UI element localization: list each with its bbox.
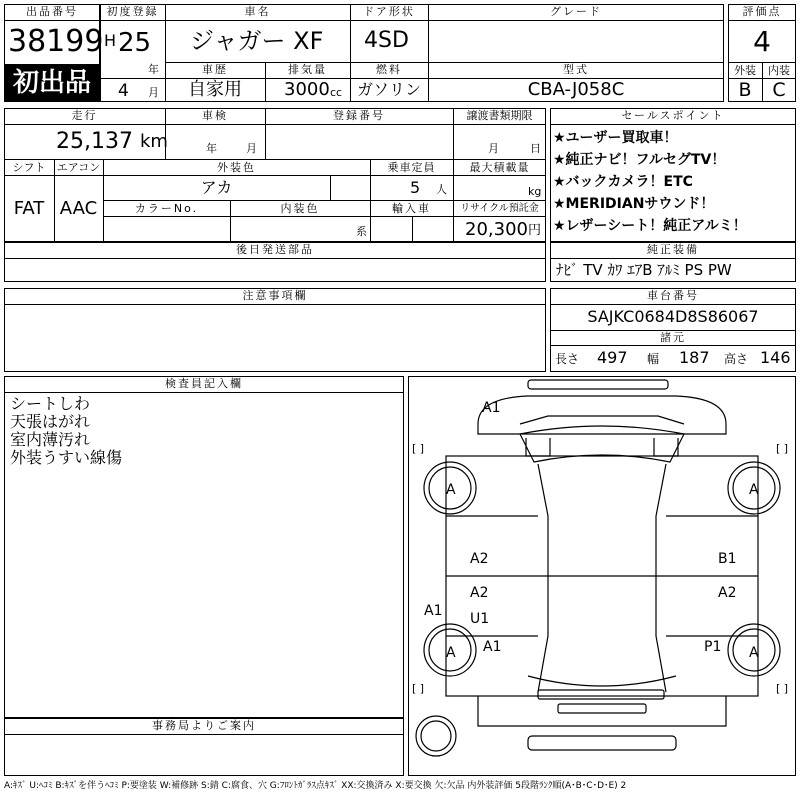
inspector-note: 天張はがれ bbox=[10, 412, 91, 431]
km-unit: km bbox=[140, 131, 168, 152]
sales-point: ★MERIDIANサウンド！ bbox=[553, 196, 715, 212]
dims-label: 諸元 bbox=[660, 331, 686, 344]
damage-mark: A bbox=[749, 482, 759, 498]
score: 4 bbox=[753, 25, 771, 58]
mileage-label: 走行 bbox=[71, 109, 98, 122]
max-load-label: 最大積載量 bbox=[469, 161, 530, 174]
reg-year: 25 bbox=[118, 28, 152, 58]
inspector-note: シートしわ bbox=[10, 394, 91, 413]
car-name: ジャガー XF bbox=[190, 27, 324, 55]
svg-text:[ ]: [ ] bbox=[412, 682, 425, 695]
displacement: 3000 bbox=[284, 79, 330, 100]
capacity-label: 乗車定員 bbox=[387, 161, 436, 174]
ac: AAC bbox=[59, 198, 98, 219]
first-listing-badge: 初出品 bbox=[4, 64, 100, 102]
int-grade: C bbox=[772, 79, 786, 101]
history-label: 車歴 bbox=[202, 63, 228, 76]
mileage: 25,137 bbox=[56, 129, 133, 154]
fuel-label: 燃料 bbox=[376, 63, 402, 76]
recycle-fee: 20,300 bbox=[465, 219, 528, 240]
sales-points-label: セールスポイント bbox=[621, 109, 725, 122]
svg-text:[ ]: [ ] bbox=[776, 682, 789, 695]
transfer-month-unit: 月 bbox=[488, 142, 499, 155]
damage-mark: A bbox=[446, 482, 456, 498]
damage-mark: A1 bbox=[424, 603, 443, 619]
month-unit: 月 bbox=[148, 86, 159, 99]
model-label: 型式 bbox=[563, 63, 589, 76]
inspection-label: 車検 bbox=[202, 109, 228, 122]
reg-month: 4 bbox=[118, 81, 129, 101]
lot-number: 38199 bbox=[8, 24, 104, 59]
notes-label: 注意事項欄 bbox=[242, 289, 308, 302]
capacity-unit: 人 bbox=[436, 183, 447, 196]
sales-point: ★純正ナビ！フルセグTV！ bbox=[553, 152, 726, 168]
ext-grade: B bbox=[738, 79, 752, 101]
era: H bbox=[104, 31, 117, 50]
model-code: CBA-J058C bbox=[527, 79, 625, 100]
int-color-label: 内装色 bbox=[280, 202, 320, 215]
height-label: 高さ bbox=[724, 352, 749, 366]
damage-mark: A bbox=[446, 645, 456, 661]
width: 187 bbox=[679, 348, 710, 367]
grade-label: グレード bbox=[550, 5, 602, 18]
history: 自家用 bbox=[188, 79, 242, 100]
year-unit: 年 bbox=[148, 63, 159, 76]
fuel: ガソリン bbox=[356, 80, 421, 99]
damage-mark: A2 bbox=[470, 585, 489, 601]
damage-mark: A1 bbox=[483, 639, 502, 655]
inspector-label: 検査員記入欄 bbox=[165, 377, 243, 390]
width-label: 幅 bbox=[647, 352, 660, 366]
damage-mark: A2 bbox=[718, 585, 737, 601]
office-label: 事務局よりご案内 bbox=[152, 719, 256, 732]
damage-mark: A bbox=[749, 645, 759, 661]
capacity: 5 bbox=[410, 178, 421, 197]
sales-point: ★レザーシート！純正アルミ！ bbox=[553, 218, 747, 234]
kg-unit: kg bbox=[528, 185, 542, 198]
svg-text:[ ]: [ ] bbox=[412, 442, 425, 455]
ext-color: アカ bbox=[200, 178, 233, 197]
inspector-note: 外装うすい線傷 bbox=[10, 448, 123, 467]
insp-month-unit: 月 bbox=[246, 142, 257, 155]
transfer-day-unit: 日 bbox=[530, 142, 541, 155]
color-no-label: カラーNo. bbox=[134, 202, 199, 215]
lot-number-label: 出品番号 bbox=[26, 5, 78, 18]
height: 146 bbox=[760, 348, 791, 367]
later-parts-label: 後日発送部品 bbox=[236, 243, 314, 256]
damage-mark: U1 bbox=[470, 611, 490, 627]
ac-label: エアコン bbox=[56, 161, 101, 174]
ext-color-label: 外装色 bbox=[217, 161, 256, 174]
chassis-number: SAJKC0684D8S86067 bbox=[587, 307, 759, 326]
damage-mark: A2 bbox=[470, 551, 489, 567]
legend: A:ｷｽﾞ U:ﾍｺﾐ B:ｷｽﾞを伴うﾍｺﾐ P:要塗装 W:補修跡 S:錆 C:腐食、穴 G:ﾌﾛﾝﾄｶﾞﾗｽ点ｷｽﾞ XX:交換済み X:要交換 欠:欠品 内外装評価 5段階ﾗﾝｸ順(A･B･C･D･E) 2 bbox=[4, 781, 627, 791]
damage-mark: A1 bbox=[482, 400, 501, 416]
recycle-label: リサイクル預託金 bbox=[460, 203, 539, 214]
ext-label: 外装 bbox=[734, 64, 756, 77]
car-name-label: 車名 bbox=[244, 5, 271, 18]
shift: FAT bbox=[13, 198, 45, 219]
chassis-label: 車台番号 bbox=[647, 289, 699, 302]
insp-year-unit: 年 bbox=[206, 142, 217, 155]
door-type: 4SD bbox=[364, 28, 409, 53]
svg-text:[ ]: [ ] bbox=[776, 442, 789, 455]
sales-point: ★バックカメラ！ETC bbox=[553, 174, 693, 190]
score-label: 評価点 bbox=[742, 5, 782, 18]
inspector-note: 室内薄汚れ bbox=[10, 430, 91, 449]
door-label: ドア形状 bbox=[363, 5, 415, 18]
length: 497 bbox=[597, 348, 628, 367]
cc-unit: cc bbox=[330, 86, 343, 99]
yen-unit: 円 bbox=[528, 223, 542, 238]
length-label: 長さ bbox=[555, 352, 580, 366]
equipment-list: ﾅﾋﾞ TV ｶﾜ ｴｱB ｱﾙﾐ PS PW bbox=[556, 261, 732, 279]
sales-point: ★ユーザー買取車！ bbox=[553, 130, 678, 146]
shift-label: シフト bbox=[12, 161, 46, 174]
int-label: 内装 bbox=[768, 64, 790, 77]
reg-number-label: 登録番号 bbox=[333, 109, 385, 122]
displacement-label: 排気量 bbox=[288, 63, 327, 76]
transfer-deadline-label: 譲渡書類期限 bbox=[466, 109, 533, 122]
car-damage-diagram bbox=[408, 376, 796, 776]
damage-mark: P1 bbox=[704, 639, 722, 655]
equipment-label: 純正装備 bbox=[647, 243, 699, 256]
int-color-suffix: 系 bbox=[356, 225, 367, 238]
damage-mark: B1 bbox=[718, 551, 737, 567]
first-reg-label: 初度登録 bbox=[106, 5, 159, 18]
import-label: 輸入車 bbox=[392, 202, 431, 215]
